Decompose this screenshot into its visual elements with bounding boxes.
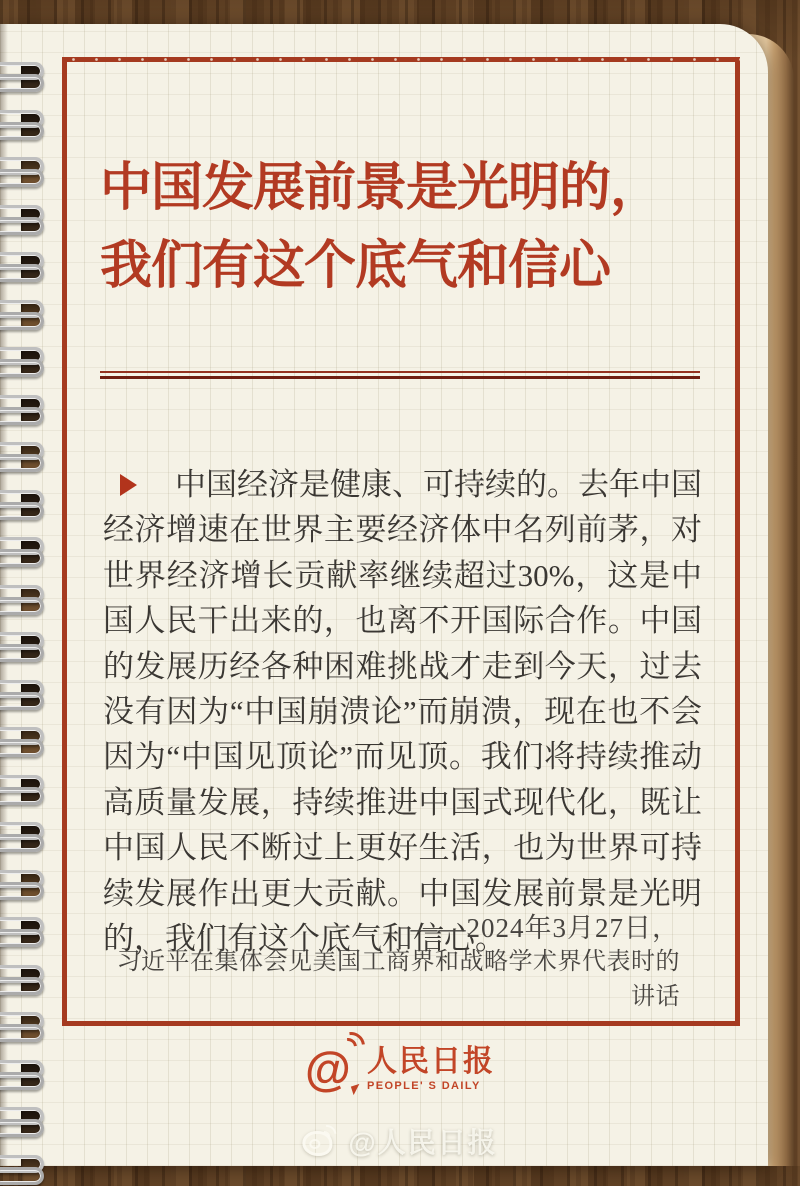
- spiral-ring: [0, 489, 48, 521]
- weibo-icon: [302, 1125, 338, 1157]
- spiral-ring: [0, 251, 48, 283]
- title-line-1: 中国发展前景是光明的，: [100, 160, 662, 217]
- spiral-ring: [0, 869, 48, 901]
- spiral-ring: [0, 631, 48, 663]
- spiral-ring: [0, 1011, 48, 1043]
- weibo-watermark: [302, 1121, 497, 1161]
- spiral-ring: [0, 61, 48, 93]
- spiral-ring: [0, 821, 48, 853]
- spiral-ring: [0, 1154, 48, 1186]
- spiral-ring: [0, 536, 48, 568]
- triangle-bullet-icon: [120, 474, 137, 496]
- logo-english-name: PEOPLE' S DAILY: [367, 1080, 481, 1092]
- spiral-ring: [0, 774, 48, 806]
- spiral-ring: [0, 726, 48, 758]
- spiral-ring: [0, 1059, 48, 1091]
- quote-paragraph: [103, 462, 702, 961]
- spiral-ring: [0, 916, 48, 948]
- attribution-speaker: 习近平在集体会见美国工商界和战略学术界代表时的讲话: [116, 949, 680, 1010]
- spiral-ring: [0, 346, 48, 378]
- watermark-text: @人民日报: [348, 1127, 498, 1158]
- logo-chinese-name: 人民日报: [367, 1045, 495, 1078]
- spiral-ring: [0, 109, 48, 141]
- attribution-date: ——2024年3月27日，: [410, 913, 680, 943]
- title-line-2: 我们有这个底气和信心: [100, 238, 611, 295]
- spiral-ring: [0, 394, 48, 426]
- spiral-ring: [0, 204, 48, 236]
- spiral-ring: [0, 299, 48, 331]
- spiral-ring: [0, 584, 48, 616]
- spiral-ring: [0, 964, 48, 996]
- at-megaphone-icon: @: [305, 1040, 359, 1098]
- quote-body-text: 中国经济是健康、可持续的。去年中国经济增速在世界主要经济体中名列前茅，对世界经济增长贡献率继续超过30%，这是中国人民干出来的，也离不开国际合作。中国的发展历经各种困难挑战才走到今天，过去没有因为“中国崩溃论”而崩溃，现在也不会因为“中国见顶论”而见顶。我们将持续推动高质量发展，持续推进中国式现代化，既让中国人民不断过上更好生活，也为世界可持续发展作出更大贡献。中国发展前景是光明的，我们有这个底气和信心。: [103, 467, 702, 957]
- peoples-daily-logo: [305, 1040, 495, 1098]
- spiral-ring: [0, 156, 48, 188]
- spiral-ring: [0, 679, 48, 711]
- spiral-binding: [0, 0, 60, 1166]
- spiral-ring: [0, 441, 48, 473]
- megaphone-horn-icon: [351, 1084, 362, 1095]
- title-divider-rule: [100, 371, 700, 379]
- page-title: [100, 150, 720, 306]
- spiral-ring: [0, 1106, 48, 1138]
